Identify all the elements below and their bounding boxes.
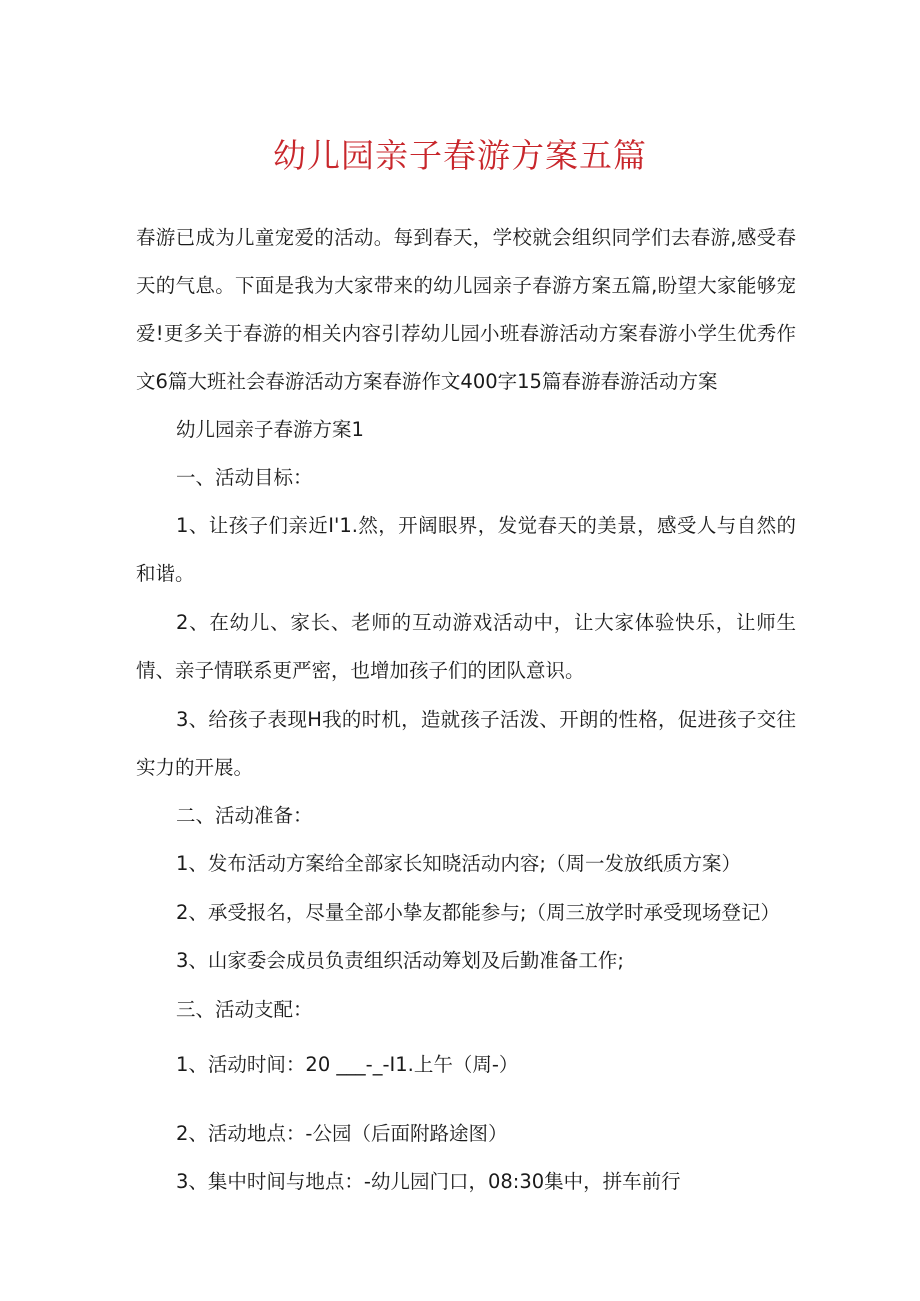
prep-item-3: 3、山家委会成员负责组织活动筹划及后勤准备工作; <box>176 949 624 972</box>
arrangement-item-3: 3、集中时间与地点：-幼儿园门口，08:30集中，拼车前行 <box>176 1170 681 1193</box>
prep-heading: 二、活动准备： <box>176 804 313 827</box>
goal-item-3: 3、给孩子表现H我的时机，造就孩子活泼、开朗的性格，促进孩子交往实力的开展。 <box>136 708 796 779</box>
section-title: 幼儿园亲子春游方案1 <box>176 418 364 441</box>
goal-item-1: 1、让孩子们亲近I'1.然，开阔眼界，发觉春天的美景，感受人与自然的和谐。 <box>136 514 796 585</box>
arrangement-heading: 三、活动支配： <box>176 998 313 1021</box>
goal-item-2: 2、在幼儿、家长、老师的互动游戏活动中，让大家体验快乐，让师生情、亲子情联系更严密，也增加孩子们的团队意识。 <box>136 611 796 682</box>
goal-heading: 一、活动目标： <box>176 466 313 489</box>
intro-paragraph: 春游已成为儿童宠爱的活动。每到春天，学校就会组织同学们去春游,感受春天的气息。下面是我为大家带来的幼儿园亲子春游方案五篇,盼望大家能够宠爱!更多关于春游的相关内容引荐幼儿园小班春游活动方案春游小学生优秀作文6篇大班社会春游活动方案春游作文400字15篇春游春游活动方案 <box>136 226 796 393</box>
document-title: 幼儿园亲子春游方案五篇 <box>273 136 647 175</box>
arrangement-item-1: 1、活动时间：20 ___-_-I1.上午（周-） <box>176 1053 519 1076</box>
prep-item-1: 1、发布活动方案给全部家长知晓活动内容;（周一发放纸质方案） <box>176 852 741 875</box>
arrangement-item-2: 2、活动地点：-公园（后面附路途图） <box>176 1122 508 1145</box>
prep-item-2: 2、承受报名，尽量全部小挚友都能参与;（周三放学时承受现场登记） <box>176 901 780 924</box>
